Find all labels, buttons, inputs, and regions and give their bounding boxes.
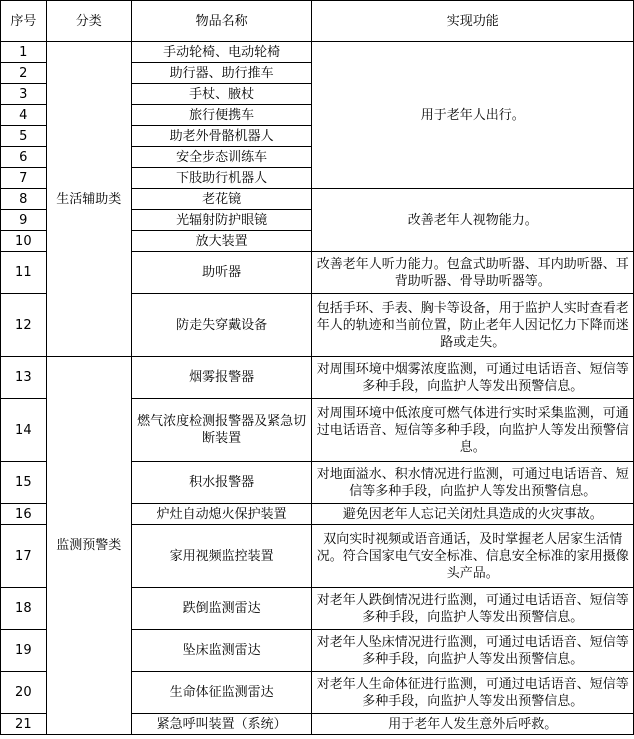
function-cell: 对老年人生命体征进行监测，可通过电话语音、短信等多种手段，向监护人等发出预警信息。 — [312, 672, 634, 714]
seq-cell: 17 — [1, 525, 47, 588]
seq-cell: 19 — [1, 630, 47, 672]
category-cell: 监测预警类 — [46, 357, 131, 735]
item-name-cell: 光辐射防护眼镜 — [131, 210, 312, 231]
item-name-cell: 老花镜 — [131, 189, 312, 210]
seq-cell: 9 — [1, 210, 47, 231]
seq-cell: 2 — [1, 63, 47, 84]
seq-cell: 1 — [1, 42, 47, 63]
table-row — [1, 42, 634, 63]
item-name-cell: 放大装置 — [131, 231, 312, 252]
item-name-cell: 助行器、助行推车 — [131, 63, 312, 84]
seq-cell: 21 — [1, 714, 47, 735]
seq-cell: 14 — [1, 399, 47, 462]
seq-cell: 12 — [1, 294, 47, 357]
function-cell: 对周围环境中低浓度可燃气体进行实时采集监测，可通过电话语音、短信等多种手段，向监护人等发出预警信息。 — [312, 399, 634, 462]
seq-cell: 11 — [1, 252, 47, 294]
seq-cell: 6 — [1, 147, 47, 168]
function-cell: 对老年人坠床情况进行监测，可通过电话语音、短信等多种手段，向监护人等发出预警信息。 — [312, 630, 634, 672]
header-category: 分类 — [46, 1, 131, 42]
seq-cell: 15 — [1, 462, 47, 504]
seq-cell: 5 — [1, 126, 47, 147]
item-name-cell: 燃气浓度检测报警器及紧急切断装置 — [131, 399, 312, 462]
function-cell: 包括手环、手表、胸卡等设备，用于监护人实时查看老年人的轨迹和当前位置，防止老年人因记忆力下降而迷路或走失。 — [312, 294, 634, 357]
seq-cell: 10 — [1, 231, 47, 252]
seq-cell: 20 — [1, 672, 47, 714]
item-name-cell: 助老外骨骼机器人 — [131, 126, 312, 147]
function-cell: 用于老年人出行。 — [312, 42, 634, 189]
seq-cell: 3 — [1, 84, 47, 105]
seq-cell: 4 — [1, 105, 47, 126]
item-name-cell: 紧急呼叫装置（系统） — [131, 714, 312, 735]
function-cell: 用于老年人发生意外后呼救。 — [312, 714, 634, 735]
item-name-cell: 防走失穿戴设备 — [131, 294, 312, 357]
header-item-name: 物品名称 — [131, 1, 312, 42]
seq-cell: 7 — [1, 168, 47, 189]
item-name-cell: 跌倒监测雷达 — [131, 588, 312, 630]
table-row — [1, 357, 634, 399]
item-name-cell: 坠床监测雷达 — [131, 630, 312, 672]
item-name-cell: 旅行便携车 — [131, 105, 312, 126]
item-name-cell: 烟雾报警器 — [131, 357, 312, 399]
seq-cell: 8 — [1, 189, 47, 210]
item-name-cell: 安全步态训练车 — [131, 147, 312, 168]
item-name-cell: 积水报警器 — [131, 462, 312, 504]
item-name-cell: 下肢助行机器人 — [131, 168, 312, 189]
function-cell: 改善老年人听力能力。包盒式助听器、耳内助听器、耳背助听器、骨导助听器等。 — [312, 252, 634, 294]
header-function: 实现功能 — [312, 1, 634, 42]
function-cell: 双向实时视频或语音通话，及时掌握老人居家生活情况。符合国家电气安全标准、信息安全标准的家用摄像头产品。 — [312, 525, 634, 588]
function-cell: 改善老年人视物能力。 — [312, 189, 634, 252]
item-name-cell: 家用视频监控装置 — [131, 525, 312, 588]
seq-cell: 18 — [1, 588, 47, 630]
function-cell: 对老年人跌倒情况进行监测，可通过电话语音、短信等多种手段，向监护人等发出预警信息。 — [312, 588, 634, 630]
item-name-cell: 炉灶自动熄火保护装置 — [131, 504, 312, 525]
category-cell: 生活辅助类 — [46, 42, 131, 357]
function-cell: 对地面溢水、积水情况进行监测，可通过电话语音、短信等多种手段，向监护人等发出预警信息。 — [312, 462, 634, 504]
item-name-cell: 助听器 — [131, 252, 312, 294]
item-name-cell: 手杖、腋杖 — [131, 84, 312, 105]
seq-cell: 16 — [1, 504, 47, 525]
seq-cell: 13 — [1, 357, 47, 399]
header-seq: 序号 — [1, 1, 47, 42]
item-name-cell: 手动轮椅、电动轮椅 — [131, 42, 312, 63]
item-name-cell: 生命体征监测雷达 — [131, 672, 312, 714]
header-row — [1, 1, 634, 42]
function-cell: 对周围环境中烟雾浓度监测，可通过电话语音、短信等多种手段，向监护人等发出预警信息。 — [312, 357, 634, 399]
function-cell: 避免因老年人忘记关闭灶具造成的火灾事故。 — [312, 504, 634, 525]
